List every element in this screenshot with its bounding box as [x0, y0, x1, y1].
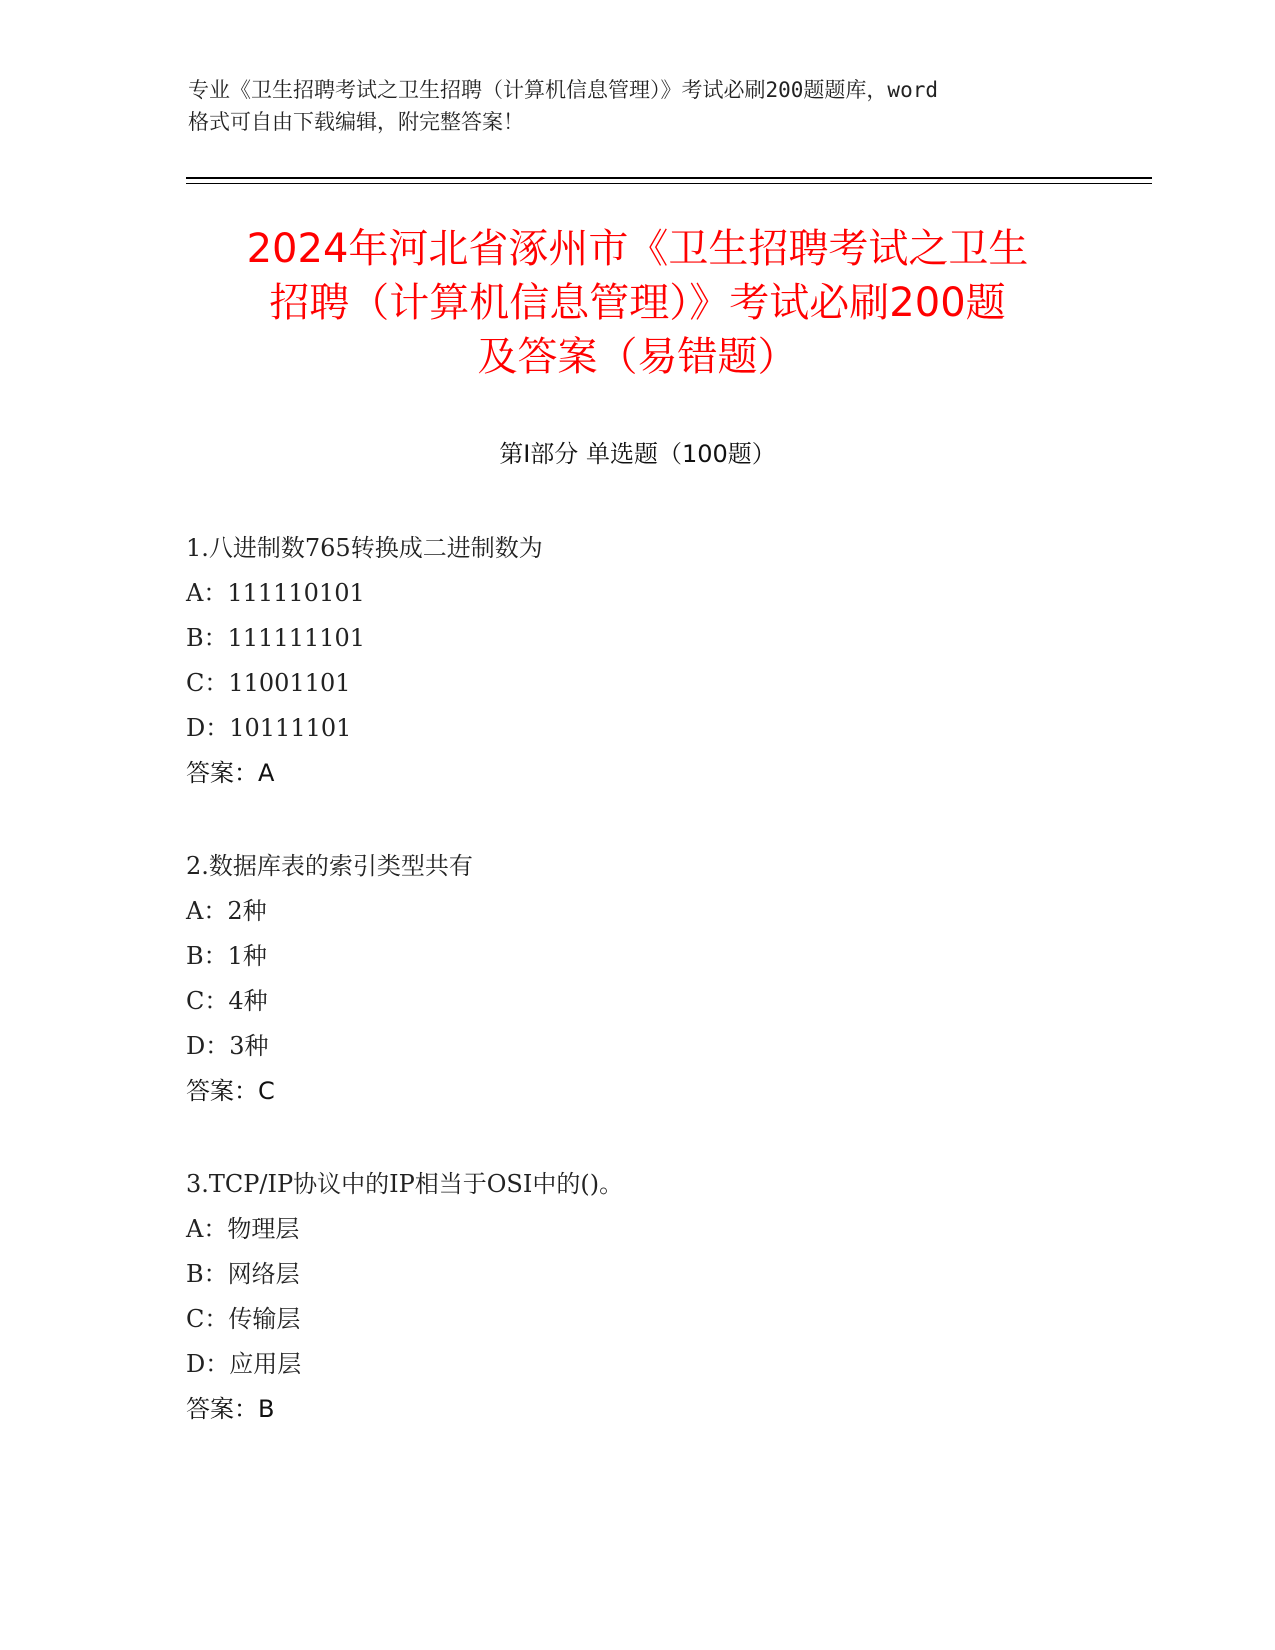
question-stem: 3.TCP/IP协议中的IP相当于OSI中的()。	[186, 1170, 624, 1198]
option-d: D：10111101	[186, 714, 352, 742]
option-d: D：3种	[186, 1032, 269, 1060]
option-c: C：4种	[186, 987, 268, 1015]
option-b: B：网络层	[186, 1260, 300, 1288]
header-divider-thin	[186, 183, 1152, 184]
option-b: B：111111101	[186, 624, 366, 652]
answer: 答案：B	[186, 1395, 275, 1423]
question-1	[186, 526, 1086, 796]
header-note-line-2: 格式可自由下载编辑，附完整答案！	[188, 110, 524, 134]
header-note	[188, 74, 1088, 138]
option-a: A：物理层	[186, 1215, 300, 1243]
question-2	[186, 844, 1086, 1114]
option-b: B：1种	[186, 942, 267, 970]
document-title-line-1: 2024年河北省涿州市《卫生招聘考试之卫生	[246, 226, 1029, 272]
answer: 答案：A	[186, 759, 275, 787]
section-title: 第Ⅰ部分 单选题（100题）	[499, 440, 776, 468]
document-title-line-3: 及答案（易错题）	[477, 334, 798, 380]
option-a: A：111110101	[186, 579, 365, 607]
header-divider-thick	[186, 177, 1152, 179]
question-stem: 1.八进制数765转换成二进制数为	[186, 534, 543, 562]
document-title-line-2: 招聘（计算机信息管理）》考试必刷200题	[269, 280, 1006, 326]
option-a: A：2种	[186, 897, 267, 925]
question-stem: 2.数据库表的索引类型共有	[186, 852, 473, 880]
option-d: D：应用层	[186, 1350, 302, 1378]
option-c: C：11001101	[186, 669, 351, 697]
document-title	[150, 222, 1125, 384]
header-note-line-1: 专业《卫生招聘考试之卫生招聘（计算机信息管理）》考试必刷200题题库，word	[188, 78, 938, 102]
question-3	[186, 1162, 1086, 1432]
answer: 答案：C	[186, 1077, 275, 1105]
option-c: C：传输层	[186, 1305, 301, 1333]
